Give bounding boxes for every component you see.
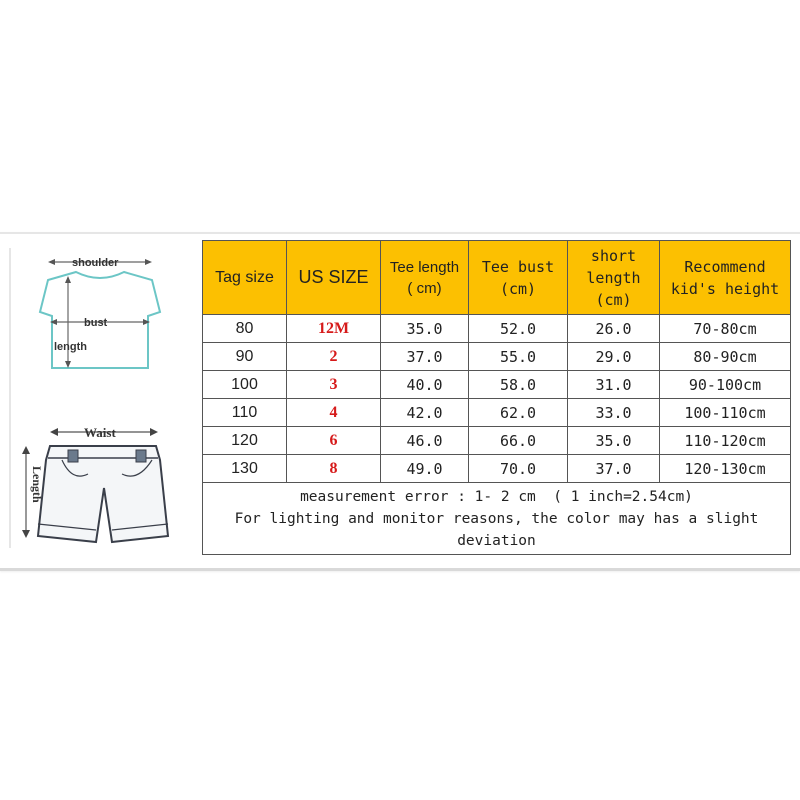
shorts-diagram (22, 425, 168, 542)
cell-tee-length: 49.0 (381, 455, 469, 483)
header-tee-bust-line2: (cm) (499, 279, 537, 298)
header-tee-length-line1: Tee length (389, 258, 460, 276)
cell-short-length: 35.0 (568, 427, 660, 455)
shorts-length-label: Length (30, 466, 44, 503)
cell-tag-size: 120 (203, 427, 287, 455)
table-row (203, 399, 791, 427)
cell-short-length: 37.0 (568, 455, 660, 483)
cell-height: 90-100cm (660, 371, 791, 399)
cell-tee-length: 37.0 (381, 343, 469, 371)
shoulder-label: shoulder (72, 257, 119, 269)
cell-tee-bust: 58.0 (469, 371, 568, 399)
table-row (203, 427, 791, 455)
cell-height: 70-80cm (660, 315, 791, 343)
cell-tag-size: 100 (203, 371, 287, 399)
size-table (202, 240, 791, 555)
header-tee-length (381, 241, 469, 315)
cell-tee-bust: 55.0 (469, 343, 568, 371)
cell-tag-size: 110 (203, 399, 287, 427)
note-line-2: For lighting and monitor reasons, the color may has a slight (234, 510, 759, 527)
cell-short-length: 31.0 (568, 371, 660, 399)
note-line-1: measurement error : 1- 2 cm ( 1 inch=2.54cm) (300, 488, 693, 505)
table-row (203, 371, 791, 399)
garment-diagrams (8, 238, 192, 558)
cell-tag-size: 130 (203, 455, 287, 483)
cell-short-length: 33.0 (568, 399, 660, 427)
header-tee-length-line2: ( cm) (407, 279, 442, 297)
cell-us-size: 2 (287, 343, 381, 371)
note-cell (203, 483, 791, 555)
header-tag-size: Tag size (203, 241, 287, 315)
cell-us-size: 12M (287, 315, 381, 343)
table-row (203, 455, 791, 483)
cell-tee-length: 35.0 (381, 315, 469, 343)
header-height-line1: Recommend (684, 257, 766, 276)
header-us-size: US SIZE (287, 241, 381, 315)
table-row (203, 315, 791, 343)
cell-tee-length: 46.0 (381, 427, 469, 455)
cell-tag-size: 90 (203, 343, 287, 371)
cell-us-size: 3 (287, 371, 381, 399)
cell-tee-bust: 70.0 (469, 455, 568, 483)
cell-height: 110-120cm (660, 427, 791, 455)
cell-short-length: 29.0 (568, 343, 660, 371)
header-row (203, 241, 791, 315)
cell-short-length: 26.0 (568, 315, 660, 343)
cell-us-size: 8 (287, 455, 381, 483)
cell-tee-bust: 66.0 (469, 427, 568, 455)
cell-tee-length: 42.0 (381, 399, 469, 427)
cell-tee-bust: 62.0 (469, 399, 568, 427)
bust-label: bust (84, 317, 108, 329)
note-line-3: deviation (457, 532, 536, 549)
cell-height: 80-90cm (660, 343, 791, 371)
cell-height: 100-110cm (660, 399, 791, 427)
cell-tee-length: 40.0 (381, 371, 469, 399)
cell-tee-bust: 52.0 (469, 315, 568, 343)
header-short-length-line2: length (586, 268, 641, 287)
cell-us-size: 6 (287, 427, 381, 455)
header-recommend-height (660, 241, 791, 315)
header-tee-bust-line1: Tee bust (481, 257, 555, 276)
cell-tag-size: 80 (203, 315, 287, 343)
length-label: length (54, 341, 87, 353)
waist-label: Waist (84, 425, 116, 440)
note-row (203, 483, 791, 555)
cell-us-size: 4 (287, 399, 381, 427)
table-row (203, 343, 791, 371)
header-short-length-line1: short (590, 246, 637, 265)
header-tee-bust (469, 241, 568, 315)
cell-height: 120-130cm (660, 455, 791, 483)
header-short-length-line3: (cm) (595, 290, 632, 309)
header-height-line2: kid's height (670, 279, 780, 298)
header-short-length (568, 241, 660, 315)
